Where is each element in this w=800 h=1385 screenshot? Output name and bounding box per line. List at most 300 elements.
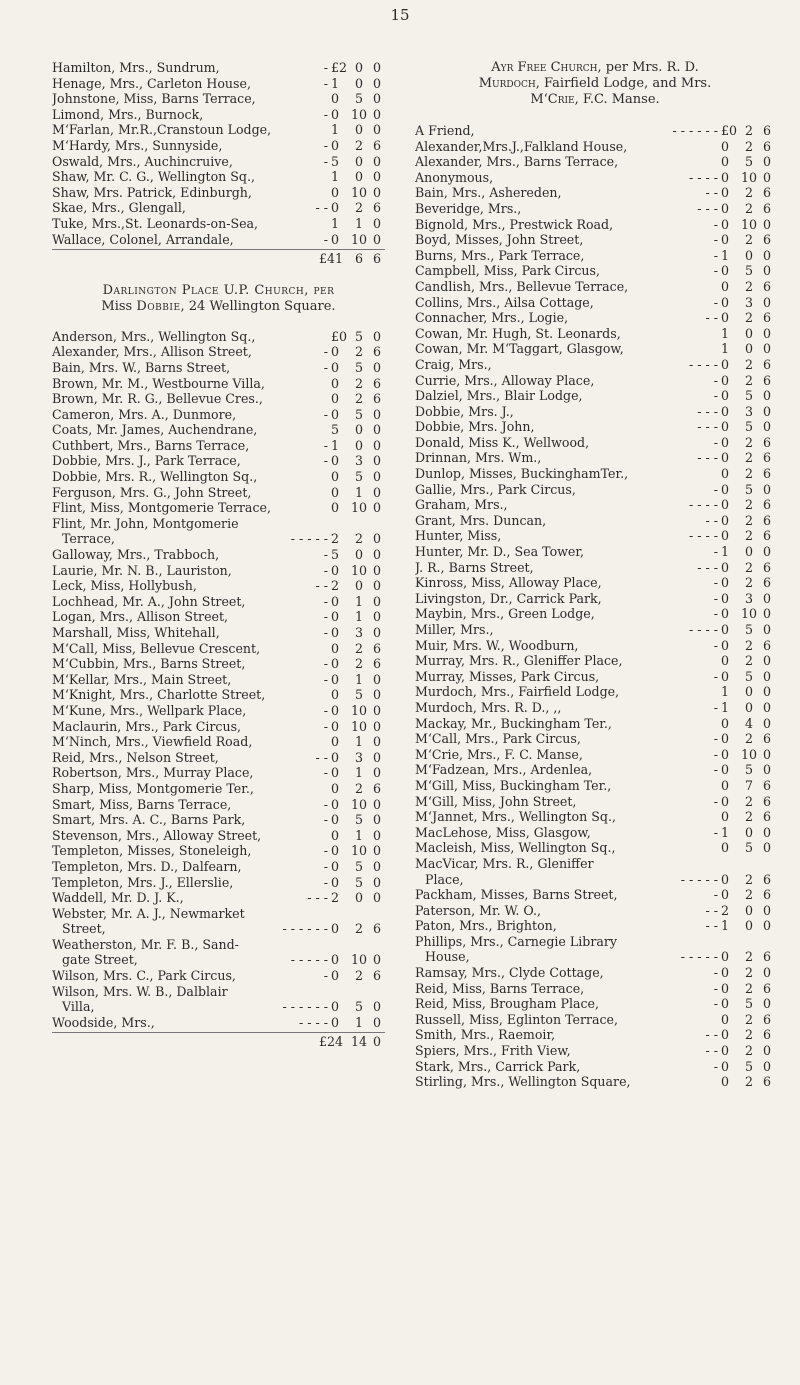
amount [331, 797, 385, 813]
amount [331, 578, 385, 594]
amount [331, 921, 385, 937]
amount [721, 232, 775, 248]
amount-pounds: 5 [331, 153, 340, 169]
subscriber-name: Skae, Mrs., Glengall, [52, 200, 186, 216]
amount-pence: 0 [762, 996, 771, 1012]
leader-dashes: - [323, 625, 328, 640]
leader-dashes: - [323, 562, 328, 578]
amount [331, 531, 385, 547]
amount-pence: 0 [372, 91, 381, 107]
amount-shillings: 2 [744, 793, 753, 809]
list-item [415, 638, 775, 654]
amount-pounds: 0 [331, 968, 340, 984]
list-item [415, 575, 775, 591]
amount-shillings: 2 [744, 434, 753, 450]
leader-dashes: - - - - [688, 622, 718, 637]
amount-pence: 6 [372, 656, 381, 672]
section-2-heading: Darlington Place U.P. Church, per Miss Dobbie, 24 Wellington Square. [101, 282, 336, 314]
list-item [52, 232, 385, 248]
leader-dashes: - - - - - [680, 949, 718, 965]
amount-pence: 0 [762, 1058, 771, 1074]
leader-dashes: - - - [697, 419, 718, 435]
list-item [415, 419, 775, 435]
subscriber-name: Drinnan, Mrs. Wm., [415, 450, 542, 466]
amount [721, 1027, 775, 1043]
amount-shillings: 2 [744, 1043, 753, 1059]
amount [721, 669, 775, 685]
leader-dashes: - [713, 544, 718, 560]
amount [721, 326, 775, 342]
amount [331, 641, 385, 657]
amount [331, 656, 385, 672]
amount-pounds: 0 [331, 874, 340, 890]
amount-pounds: 0 [721, 481, 730, 497]
amount [721, 248, 775, 264]
list-item [415, 684, 775, 700]
list-item [52, 578, 385, 594]
amount-shillings: 0 [744, 247, 753, 263]
list-item [415, 981, 775, 997]
leader-dashes: - [713, 887, 718, 903]
amount [721, 513, 775, 529]
leader-dashes: - [713, 731, 718, 747]
amount-pounds: 0 [331, 734, 340, 750]
amount [331, 329, 385, 345]
amount-pence: 0 [372, 547, 381, 563]
amount-shillings: 2 [744, 731, 753, 747]
amount [721, 825, 775, 841]
amount-pence: 6 [762, 497, 771, 513]
amount-pence: 0 [762, 622, 771, 637]
list-item [415, 653, 775, 669]
amount [721, 996, 775, 1012]
subscriber-name: Dobbie, Mrs. J., [415, 403, 514, 419]
amount-pounds: 0 [331, 671, 340, 687]
amount-pence: 0 [762, 653, 771, 669]
amount-pounds: 0 [331, 500, 340, 516]
subscriber-name: Cowan, Mr. Hugh, St. Leonards, [415, 325, 621, 341]
list-item [415, 528, 775, 544]
amount [331, 469, 385, 485]
amount-pence: 0 [372, 858, 381, 874]
amount-pounds: 1 [721, 341, 730, 357]
amount-shillings: 5 [354, 91, 363, 107]
amount-pence: 6 [762, 575, 771, 591]
amount-pounds: 1 [721, 544, 730, 560]
amount-shillings: 2 [744, 200, 753, 216]
amount-pence: 0 [762, 606, 771, 622]
subscriber-name: M‘Jannet, Mrs., Wellington Sq., [415, 809, 616, 825]
subscriber-name: M‘Kune, Mrs., Wellpark Place, [52, 702, 247, 718]
amount-pounds: 0 [721, 232, 730, 248]
amount [331, 138, 385, 154]
amount-pence: 0 [372, 469, 381, 485]
amount [721, 154, 775, 170]
subscriber-name: Candlish, Mrs., Bellevue Terrace, [415, 278, 629, 294]
list-item [52, 516, 385, 532]
amount [721, 700, 775, 716]
amount-pence: 0 [372, 500, 381, 516]
subscriber-name: House, [425, 949, 470, 965]
leader-dashes: - - [705, 185, 718, 201]
amount [721, 295, 775, 311]
leader-dashes: - [323, 858, 328, 874]
amount [331, 91, 385, 107]
leader-dashes: - [323, 231, 328, 247]
subscriber-name: Hamilton, Mrs., Sundrum, [52, 60, 220, 75]
list-item [52, 641, 385, 657]
subscriber-name: A Friend, [415, 123, 475, 138]
leader-dashes: - - - [697, 450, 718, 466]
list-item [415, 591, 775, 607]
amount [331, 485, 385, 501]
amount-shillings: 2 [744, 949, 753, 965]
leader-dashes: - [323, 75, 328, 91]
leader-dashes: - [323, 137, 328, 153]
leader-dashes: - [323, 718, 328, 734]
amount-pence: 0 [372, 593, 381, 609]
amount-pence: 0 [372, 122, 381, 138]
subscriber-name: Craig, Mrs., [415, 356, 492, 372]
list-item [52, 563, 385, 579]
amount-pounds: 0 [721, 419, 730, 435]
amount [721, 373, 775, 389]
amount [721, 310, 775, 326]
subscriber-name: Logan, Mrs., Allison Street, [52, 609, 229, 625]
amount-pence: 0 [372, 328, 381, 344]
subscriber-name: Stark, Mrs., Carrick Park, [415, 1058, 581, 1074]
amount-pounds: 0 [331, 484, 340, 500]
amount-shillings: 0 [744, 824, 753, 840]
amount [331, 843, 385, 859]
amount-pounds: 0 [331, 391, 340, 407]
list-item [52, 999, 385, 1015]
amount [331, 107, 385, 123]
list-item [52, 1015, 385, 1031]
total-pence: 0 [372, 1034, 381, 1050]
list-item [52, 906, 385, 922]
list-item [415, 669, 775, 685]
leader-dashes: - [323, 593, 328, 609]
subscriber-name: Currie, Mrs., Alloway Place, [415, 372, 595, 388]
amount-shillings: 5 [744, 668, 753, 684]
amount-shillings: 2 [744, 1027, 753, 1043]
amount-shillings: 5 [354, 874, 363, 890]
amount-pounds: 0 [721, 294, 730, 310]
amount-shillings: 10 [350, 952, 368, 968]
list-item [52, 656, 385, 672]
list-item [415, 248, 775, 264]
subscriber-name: Reid, Mrs., Nelson Street, [52, 749, 219, 765]
leader-dashes: - [323, 547, 328, 563]
subscriber-name: Maclaurin, Mrs., Park Circus, [52, 718, 242, 734]
amount-pounds: 2 [331, 531, 340, 547]
amount [331, 407, 385, 423]
amount-shillings: 5 [744, 622, 753, 637]
amount-pounds: 0 [331, 827, 340, 843]
amount-pounds: 0 [331, 952, 340, 968]
list-item [415, 778, 775, 794]
amount-shillings: 10 [350, 231, 368, 247]
amount [721, 591, 775, 607]
subscriber-name: Smart, Mrs. A. C., Barns Park, [52, 812, 246, 828]
amount [331, 563, 385, 579]
amount [721, 544, 775, 560]
amount-shillings: 0 [354, 422, 363, 438]
list-item [52, 843, 385, 859]
subscriber-name: Dalziel, Mrs., Blair Lodge, [415, 388, 583, 404]
list-item [415, 513, 775, 529]
subscriber-name: M‘Ninch, Mrs., Viewfield Road, [52, 734, 253, 750]
amount [721, 139, 775, 155]
amount [721, 357, 775, 373]
list-item [415, 388, 775, 404]
leader-dashes: - [323, 702, 328, 718]
list-item [52, 547, 385, 563]
amount-pounds: 0 [331, 812, 340, 828]
amount-shillings: 2 [354, 640, 363, 656]
amount-pence: 0 [372, 827, 381, 843]
amount-pounds: 0 [721, 138, 730, 154]
list-item [415, 232, 775, 248]
subscriber-name: Livingston, Dr., Carrick Park, [415, 590, 602, 606]
amount-shillings: 2 [744, 871, 753, 887]
subscriber-name: Flint, Miss, Montgomerie Terrace, [52, 500, 271, 516]
subscriber-name: Boyd, Misses, John Street, [415, 232, 584, 248]
list-item [52, 703, 385, 719]
subscriber-name: Bain, Mrs. W., Barns Street, [52, 359, 231, 375]
leader-dashes: - - - - - [680, 871, 718, 887]
list-item [52, 765, 385, 781]
amount-pounds: 0 [331, 718, 340, 734]
list-item [415, 560, 775, 576]
list-item [52, 453, 385, 469]
amount-shillings: 5 [744, 996, 753, 1012]
subscriber-name: Alexander, Mrs., Allison Street, [52, 344, 252, 360]
list-item [52, 122, 385, 138]
amount-pounds: 0 [331, 640, 340, 656]
amount-pence: 6 [762, 793, 771, 809]
amount [721, 606, 775, 622]
amount [721, 1059, 775, 1075]
amount [331, 672, 385, 688]
leader-dashes: - - - - [688, 528, 718, 544]
amount [331, 781, 385, 797]
amount [721, 450, 775, 466]
leader-dashes: - [713, 668, 718, 684]
list-item [415, 809, 775, 825]
amount-pence: 0 [762, 590, 771, 606]
list-item [415, 716, 775, 732]
list-item [415, 1043, 775, 1059]
amount-pounds: 0 [331, 625, 340, 640]
subscriber-name: Bain, Mrs., Ashereden, [415, 185, 562, 201]
amount-pence: 0 [762, 824, 771, 840]
amount [331, 154, 385, 170]
amount-pence: 6 [762, 559, 771, 575]
subscriber-name: Woodside, Mrs., [52, 1014, 155, 1030]
amount-pounds: 1 [721, 824, 730, 840]
subscriber-name: Alexander, Mrs., Barns Terrace, [415, 154, 619, 170]
amount-pence: 6 [762, 200, 771, 216]
subscriber-name: Marshall, Miss, Whitehall, [52, 625, 220, 640]
amount-pounds: 0 [331, 231, 340, 247]
list-item [415, 185, 775, 201]
amount-pounds: 0 [331, 1014, 340, 1030]
list-item [415, 794, 775, 810]
leader-dashes: - - [315, 200, 328, 216]
subscriber-name: Laurie, Mr. N. B., Lauriston, [52, 562, 232, 578]
amount [331, 703, 385, 719]
amount [721, 388, 775, 404]
list-item [52, 672, 385, 688]
list-item [415, 295, 775, 311]
amount-shillings: 2 [744, 809, 753, 825]
amount-shillings: 5 [744, 419, 753, 435]
amount-shillings: 2 [744, 653, 753, 669]
amount-shillings: 2 [744, 497, 753, 513]
amount [721, 575, 775, 591]
amount-shillings: 2 [354, 921, 363, 937]
amount-shillings: 2 [744, 1011, 753, 1027]
list-item [415, 762, 775, 778]
amount-pounds: 1 [331, 169, 340, 185]
amount [331, 765, 385, 781]
amount-pence: 6 [762, 731, 771, 747]
list-item [52, 376, 385, 392]
amount [331, 232, 385, 248]
amount-pounds: £2 [331, 60, 348, 75]
amount-pence: 0 [762, 481, 771, 497]
leader-dashes: - [323, 656, 328, 672]
list-item [52, 391, 385, 407]
amount-pounds: 0 [721, 388, 730, 404]
subscriber-name: Burns, Mrs., Park Terrace, [415, 247, 585, 263]
amount-pounds: 0 [721, 200, 730, 216]
amount-pence: 0 [372, 609, 381, 625]
amount-pounds: 0 [721, 887, 730, 903]
amount [721, 981, 775, 997]
amount-pence: 0 [762, 965, 771, 981]
list-item [52, 968, 385, 984]
amount [331, 453, 385, 469]
list-item [415, 1012, 775, 1028]
amount-shillings: 5 [744, 388, 753, 404]
amount [721, 404, 775, 420]
amount-shillings: 0 [744, 699, 753, 715]
amount [331, 76, 385, 92]
subscriber-name: Johnstone, Miss, Barns Terrace, [52, 91, 256, 107]
amount [721, 1074, 775, 1090]
amount-pounds: 0 [721, 372, 730, 388]
amount [331, 750, 385, 766]
leader-dashes: - - [315, 749, 328, 765]
list-item [415, 606, 775, 622]
subscriber-name: Villa, [62, 999, 95, 1015]
left-column [52, 60, 385, 1050]
amount [721, 840, 775, 856]
amount-shillings: 0 [744, 684, 753, 700]
list-item [52, 169, 385, 185]
subscription-list-1 [52, 60, 385, 247]
subscriber-name: M‘Crie, Mrs., F. C. Manse, [415, 746, 583, 762]
amount-shillings: 2 [744, 310, 753, 326]
subscriber-name: Anderson, Mrs., Wellington Sq., [52, 328, 256, 344]
subscriber-name: Reid, Miss, Barns Terrace, [415, 980, 585, 996]
subscriber-name: Shaw, Mr. C. G., Wellington Sq., [52, 169, 255, 185]
subscriber-name: Dunlop, Misses, BuckinghamTer., [415, 466, 629, 482]
subscriber-name: Murdoch, Mrs., Fairfield Lodge, [415, 684, 620, 700]
list-item [415, 170, 775, 186]
amount-pence: 0 [372, 999, 381, 1015]
list-item [415, 217, 775, 233]
list-item [415, 903, 775, 919]
leader-dashes: - - - - - [290, 952, 328, 968]
amount-pounds: £0 [331, 328, 348, 344]
amount [721, 716, 775, 732]
amount [721, 435, 775, 451]
amount-pounds: 0 [331, 609, 340, 625]
amount-pence: 0 [372, 952, 381, 968]
list-item [415, 497, 775, 513]
amount [331, 968, 385, 984]
amount-pounds: 0 [331, 375, 340, 391]
amount-shillings: 3 [354, 625, 363, 640]
amount [721, 778, 775, 794]
amount-pence: 6 [762, 138, 771, 154]
list-item [415, 435, 775, 451]
amount-pence: 0 [762, 544, 771, 560]
amount-pence: 0 [372, 153, 381, 169]
amount-pence: 0 [372, 106, 381, 122]
amount-pounds: 1 [721, 684, 730, 700]
subscriber-name: Limond, Mrs., Burnock, [52, 106, 204, 122]
list-item [52, 485, 385, 501]
amount-pounds: 0 [721, 497, 730, 513]
amount-pounds: 1 [331, 75, 340, 91]
amount [721, 887, 775, 903]
amount-pounds: 0 [721, 1074, 730, 1090]
amount-shillings: 4 [744, 715, 753, 731]
amount-shillings: 2 [354, 137, 363, 153]
amount-shillings: 10 [350, 796, 368, 812]
subscriber-name: Spiers, Mrs., Frith View, [415, 1043, 571, 1059]
amount [331, 859, 385, 875]
amount-shillings: 5 [354, 858, 363, 874]
amount-pence: 0 [762, 902, 771, 918]
amount-pounds: 0 [331, 562, 340, 578]
leader-dashes: - [713, 606, 718, 622]
total-shillings: 14 [350, 1034, 368, 1050]
amount-shillings: 0 [744, 918, 753, 934]
list-item [415, 747, 775, 763]
subscriber-name: Henage, Mrs., Carleton House, [52, 75, 251, 91]
amount-pounds: 0 [331, 687, 340, 703]
amount-pounds: 0 [721, 777, 730, 793]
leader-dashes: - - [705, 918, 718, 934]
list-item [415, 466, 775, 482]
amount-pence: 0 [372, 75, 381, 91]
amount [331, 828, 385, 844]
amount-pounds: 0 [331, 453, 340, 469]
list-item [415, 404, 775, 420]
list-item [415, 872, 775, 888]
subscriber-name: Dobbie, Mrs. J., Park Terrace, [52, 453, 241, 469]
amount-shillings: 0 [744, 341, 753, 357]
amount-pence: 6 [762, 434, 771, 450]
list-item [52, 828, 385, 844]
amount-pence: 0 [762, 684, 771, 700]
